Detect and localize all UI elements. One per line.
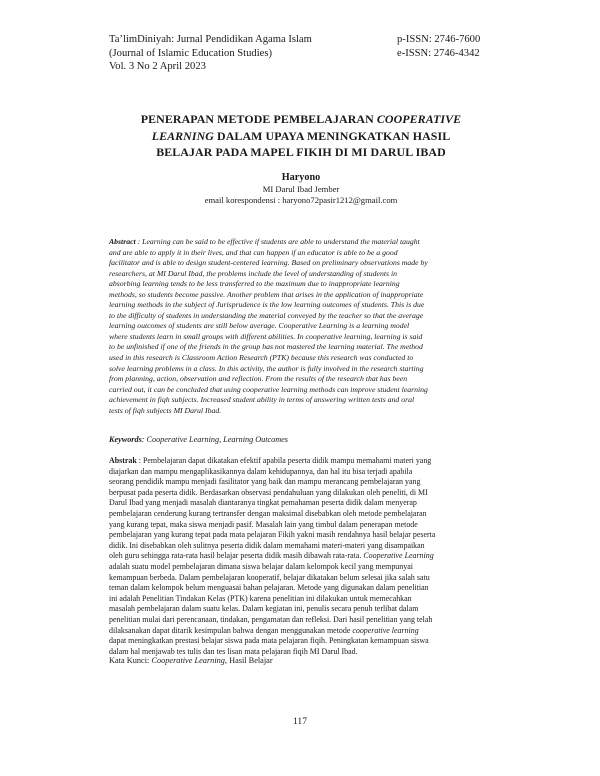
paper-title: PENERAPAN METODE PEMBELAJARAN COOPERATIVE LEARNING DALAM UPAYA MENINGKATKAN HASIL BELAJAR PADA MAPEL FIKIH DI MI DARUL IBAD: [140, 112, 462, 159]
author-affiliation: [109, 184, 493, 206]
eissn: e-ISSN: 2746-4342: [397, 47, 480, 59]
pissn: p-ISSN: 2746-7600: [397, 34, 481, 45]
page-number: 117: [292, 716, 308, 727]
author-name: Haryono: [281, 172, 321, 183]
keywords-english: Keywords: Cooperative Learning, Learning Outcomes: [109, 435, 288, 444]
author-institution: MI Darul Ibad Jember: [262, 184, 340, 194]
journal-name: Ta’limDiniyah: Jurnal Pendidikan Agama Islam: [109, 34, 312, 45]
keywords-indonesian: Kata Kunci: Cooperative Learning, Hasil Belajar: [109, 656, 273, 665]
abstract-label: Abstract: [109, 237, 136, 246]
journal-volume: Vol. 3 No 2 April 2023: [109, 61, 206, 72]
author-email[interactable]: email korespondensi : haryono72pasir1212@gmail.com: [204, 194, 398, 205]
journal-header: [109, 33, 509, 74]
journal-subtitle: (Journal of Islamic Education Studies): [109, 47, 272, 59]
abstrak-label: Abstrak: [109, 456, 137, 465]
abstract-english: Abstract : Learning can be said to be effective if students are able to understand the material taught and are able to apply it in their lives, and that can happen if an educator is able to be a good facilitator and is able to design student-centered learning. Based on preliminary observations made by researchers, at MI Darul Ibad, the problems include the level of understanding of students in absorbing learning tends to be less transferred to the maximum due to inappropriate learning methods, so students become passive. Another problem that arises in the application of inappropriate learning methods in the subject of Jurisprudence is the low learning outcomes of students. This is due to the difficulty of students in understanding the material conveyed by the teacher so that the average learning outcomes of students are still below average. Cooperative Learning is a learning model where students learn in small groups with different abilities. In cooperative learning, learning is said to be unfinished if one of the friends in the group has not mastered the learning material. The method used in this research is Classroom Action Research (PTK) because this research was conducted to solve learning problems in a class. In this activity, the author is fully involved in the research starting from planning, action, observation and reflection. From the results of the research that has been carried out, it can be concluded that using cooperative learning methods can improve student learning achievement in fiqh subjects. Increased student ability in terms of answering written tests and oral tests of fiqh subjects MI Darul Ibad.: [109, 237, 428, 415]
abstract-indonesian: Abstrak : Pembelajaran dapat dikatakan efektif apabila peserta didik mampu memahami materi yang diajarkan dan mampu mengaplikasikannya dalam kehidupannya, dan hal itu bisa terjadi apabila seorang pendidik mampu menjadi fasilitator yang baik dan mampu merancang pembelajaran yang berpusat pada peserta didik. Berdasarkan observasi pendahuluan yang dilakukan oleh peneliti, di MI Darul Ibad yang menjadi masalah diantaranya tingkat pemahaman peserta didik dalam menyerap pembelajaran cenderung kurang tertransfer dengan maksimal disebabkan oleh metode pembelajaran yang kurang tepat, maka siswa menjadi pasif. Masalah lain yang timbul dalam penerapan metode pembelajaran yang kurang tepat pada mata pelajaran Fikih yakni masih rendahnya hasil belajar peserta didik. Ini disebabkan oleh sulitnya peserta didik dalam memahami materi-materi yang disampaikan oleh guru sehingga rata-rata hasil belajar peserta didik masih dibawah rata-rata. Cooperative Learning adalah suatu model pembelajaran dimana siswa belajar dalam kelompok kecil yang mempunyai kemampuan berbeda. Dalam pembelajaran kooperatif, belajar dikatakan belum selesai jika salah satu teman dalam kelompok belum menguasai bahan pelajaran. Metode yang digunakan dalam penelitian ini adalah Penelitian Tindakan Kelas (PTK) karena penelitian ini dilakukan untuk memecahkan masalah pembelajaran dalam suatu kelas. Dalam kegiatan ini, penulis secara penuh terlibat dalam penelitian mulai dari perencanaan, tindakan, pengamatan dan refleksi. Dari hasil penelitian yang telah dilaksanakan dapat ditarik kesimpulan bahwa dengan menggunakan metode cooperative learning dapat meningkatkan prestasi belajar siswa pada mata pelajaran fiqih. Peningkatan kemampuan siswa dalam hal menjawab tes tulis dan tes lisan mata pelajaran fiqih MI Darul Ibad.: [109, 456, 436, 656]
